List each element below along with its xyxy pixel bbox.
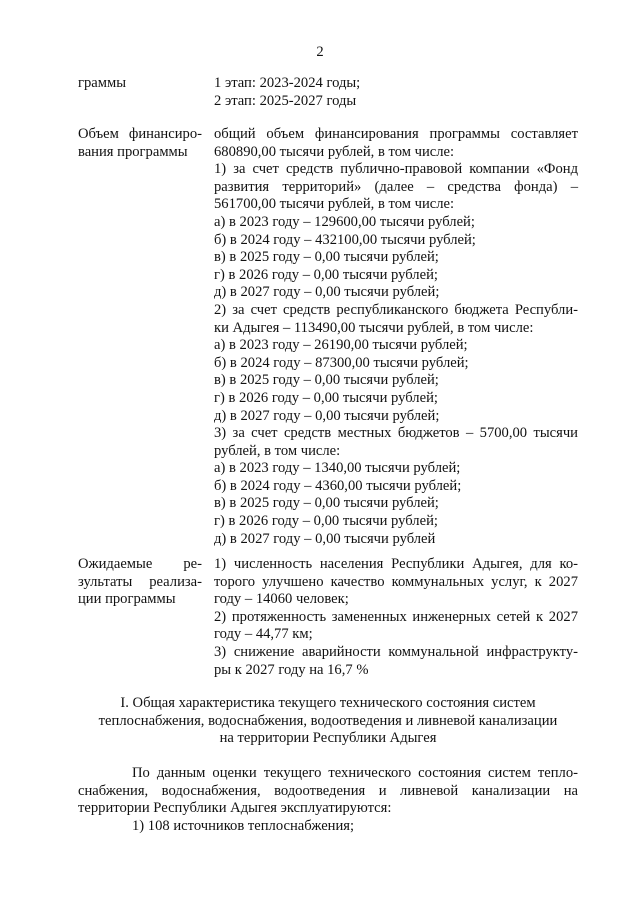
label-line: вания программы: [78, 143, 188, 160]
content-line: а) в 2023 году – 26190,00 тысячи рублей;: [214, 337, 468, 354]
content-line: б) в 2024 году – 4360,00 тысячи рублей;: [214, 477, 462, 494]
label-line: зультаты реализа-: [78, 573, 202, 590]
passport-row-results: [78, 556, 578, 680]
heading-line: на территории Республики Адыгея: [219, 730, 437, 747]
content-line: в) в 2025 году – 0,00 тысячи рублей;: [214, 249, 439, 266]
body-line: По данным оценки текущего технического состояния систем тепло-: [132, 765, 578, 781]
content-line: г) в 2026 году – 0,00 тысячи рублей;: [214, 513, 438, 530]
content-line: году – 44,77 км;: [214, 626, 313, 643]
content-line: а) в 2023 году – 1340,00 тысячи рублей;: [214, 460, 461, 477]
row-label: [78, 126, 202, 161]
content-line: д) в 2027 году – 0,00 тысячи рублей;: [214, 407, 440, 424]
row-label: [78, 556, 202, 609]
content-line: ры к 2027 году на 16,7 %: [214, 661, 369, 678]
content-line: а) в 2023 году – 129600,00 тысячи рублей;: [214, 213, 475, 230]
content-line: г) в 2026 году – 0,00 тысячи рублей;: [214, 266, 438, 283]
content-line: д) в 2027 году – 0,00 тысячи рублей: [214, 530, 436, 547]
content-line: ки Адыгея – 113490,00 тысячи рублей, в том числе:: [214, 319, 534, 336]
heading-line: I. Общая характеристика текущего технического состояния систем: [120, 695, 536, 711]
content-line: 1 этап: 2023-2024 годы;: [214, 75, 361, 91]
content-line: 3) снижение аварийности коммунальной инфраструкту-: [214, 643, 578, 660]
row-label: [78, 75, 202, 93]
label-line: ции программы: [78, 591, 176, 608]
row-content: [214, 75, 578, 110]
content-line: рублей, в том числе:: [214, 442, 341, 459]
content-line: 2) протяженность замененных инженерных сетей к 2027: [214, 608, 578, 625]
content-line: году – 14060 человек;: [214, 591, 349, 608]
list-item: 1) 108 источников теплоснабжения;: [132, 817, 355, 834]
content-line: развития территорий» (далее – средства фонда) –: [214, 178, 578, 195]
label-line: граммы: [78, 75, 127, 91]
content-line: 561700,00 тысячи рублей, в том числе:: [214, 196, 455, 213]
heading-line: теплоснабжения, водоснабжения, водоотведения и ливневой канализации: [98, 712, 558, 729]
body-paragraph: [78, 765, 578, 835]
content-line: д) в 2027 году – 0,00 тысячи рублей;: [214, 284, 440, 301]
content-line: в) в 2025 году – 0,00 тысячи рублей;: [214, 495, 439, 512]
content-line: б) в 2024 году – 432100,00 тысячи рублей;: [214, 231, 476, 248]
passport-row-financing: [78, 126, 578, 550]
page-number: 2: [316, 44, 324, 60]
content-line: 2 этап: 2025-2027 годы: [214, 92, 357, 109]
body-line: снабжения, водоснабжения, водоотведения и ливневой канализации на: [78, 782, 578, 799]
passport-row-stages: [78, 75, 578, 111]
content-line: б) в 2024 году – 87300,00 тысячи рублей;: [214, 354, 469, 371]
content-line: торого улучшено качество коммунальных услуг, к 2027: [214, 573, 578, 590]
content-line: общий объем финансирования программы составляет: [214, 126, 578, 142]
label-line: Объем финансиро-: [78, 126, 202, 142]
content-line: 3) за счет средств местных бюджетов – 5700,00 тысячи: [214, 425, 578, 442]
row-content: [214, 556, 578, 679]
content-line: 680890,00 тысячи рублей, в том числе:: [214, 143, 455, 160]
row-content: [214, 126, 578, 548]
content-line: 1) за счет средств публично-правовой компании «Фонд: [214, 161, 578, 178]
content-line: 1) численность населения Республики Адыгея, для ко-: [214, 556, 578, 572]
content-line: г) в 2026 году – 0,00 тысячи рублей;: [214, 389, 438, 406]
content-line: 2) за счет средств республиканского бюджета Республи-: [214, 301, 578, 318]
content-line: в) в 2025 году – 0,00 тысячи рублей;: [214, 372, 439, 389]
section-heading: [78, 695, 578, 748]
label-line: Ожидаемые ре-: [78, 556, 202, 572]
body-line: территории Республики Адыгея эксплуатируются:: [78, 800, 392, 817]
